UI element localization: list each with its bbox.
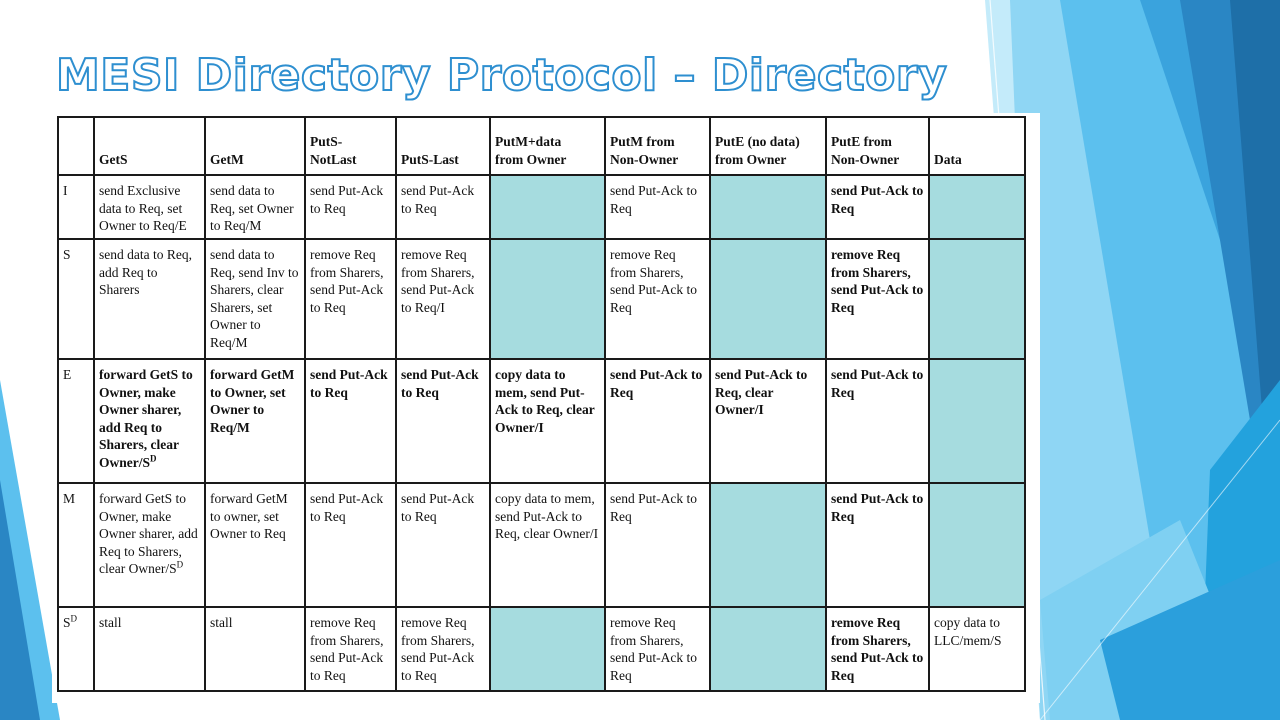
table-cell-shaded (929, 359, 1025, 483)
table-cell: send Put-Ack to Req (305, 483, 396, 607)
table-panel (52, 113, 1040, 703)
table-row (58, 483, 1025, 607)
table-cell: forward GetS to Owner, make Owner sharer, add Req to Sharers, clear Owner/$S^D$ (94, 483, 205, 607)
header-corner (58, 117, 94, 175)
table-cell: send Put-Ack to Req (396, 359, 490, 483)
table-row (58, 607, 1025, 691)
table-cell: send Put-Ack to Req (305, 175, 396, 239)
table-cell: send Put-Ack to Req, clear Owner/I (710, 359, 826, 483)
table-cell: remove Req from Sharers, send Put-Ack to Req (605, 607, 710, 691)
table-cell: remove Req from Sharers, send Put-Ack to Req (396, 607, 490, 691)
table-cell-shaded (490, 175, 605, 239)
table-cell: send Put-Ack to Req (605, 359, 710, 483)
table-cell: remove Req from Sharers, send Put-Ack to Req (826, 239, 929, 359)
table-cell: remove Req from Sharers, send Put-Ack to Req (826, 607, 929, 691)
state-label: $S^D$ (58, 607, 94, 691)
table-cell: forward GetM to Owner, set Owner to Req/M (205, 359, 305, 483)
column-header: PutE from Non-Owner (826, 117, 929, 175)
table-cell-shaded (929, 483, 1025, 607)
table-cell: forward GetM to owner, set Owner to Req (205, 483, 305, 607)
table-cell: send Put-Ack to Req (605, 483, 710, 607)
column-header: PutM+data from Owner (490, 117, 605, 175)
state-label: I (58, 175, 94, 239)
table-cell: stall (94, 607, 205, 691)
table-cell-shaded (490, 239, 605, 359)
column-header: GetS (94, 117, 205, 175)
table-cell: remove Req from Sharers, send Put-Ack to Req (305, 607, 396, 691)
table-cell: remove Req from Sharers, send Put-Ack to Req/I (396, 239, 490, 359)
state-label: M (58, 483, 94, 607)
table-cell: copy data to mem, send Put-Ack to Req, clear Owner/I (490, 359, 605, 483)
table-cell: copy data to mem, send Put-Ack to Req, clear Owner/I (490, 483, 605, 607)
table-cell-shaded (710, 175, 826, 239)
table-cell: remove Req from Sharers, send Put-Ack to Req (605, 239, 710, 359)
table-header-row (58, 117, 1025, 175)
table-cell: stall (205, 607, 305, 691)
table-cell: forward GetS to Owner, make Owner sharer, add Req to Sharers, clear Owner/$S^D$ (94, 359, 205, 483)
table-cell-shaded (929, 239, 1025, 359)
column-header: Data (929, 117, 1025, 175)
state-label: E (58, 359, 94, 483)
table-cell: remove Req from Sharers, send Put-Ack to Req (305, 239, 396, 359)
table-cell: send Put-Ack to Req (396, 483, 490, 607)
table-cell: copy data to LLC/mem/S (929, 607, 1025, 691)
table-cell: send Put-Ack to Req (396, 175, 490, 239)
table-row (58, 175, 1025, 239)
table-cell: send Put-Ack to Req (605, 175, 710, 239)
column-header: PutM from Non-Owner (605, 117, 710, 175)
table-row (58, 359, 1025, 483)
column-header: PutS- NotLast (305, 117, 396, 175)
table-cell: send data to Req, set Owner to Req/M (205, 175, 305, 239)
mesi-directory-table (57, 116, 1026, 692)
state-label: S (58, 239, 94, 359)
table-cell-shaded (490, 607, 605, 691)
table-cell: send Exclusive data to Req, set Owner to Req/E (94, 175, 205, 239)
table-cell-shaded (710, 607, 826, 691)
column-header: PutE (no data) from Owner (710, 117, 826, 175)
table-cell: send Put-Ack to Req (826, 175, 929, 239)
table-cell: send Put-Ack to Req (305, 359, 396, 483)
column-header: PutS-Last (396, 117, 490, 175)
table-cell-shaded (710, 239, 826, 359)
table-cell: send data to Req, add Req to Sharers (94, 239, 205, 359)
table-row (58, 239, 1025, 359)
table-cell: send Put-Ack to Req (826, 483, 929, 607)
table-cell-shaded (710, 483, 826, 607)
table-cell: send Put-Ack to Req (826, 359, 929, 483)
slide-title: MESI Directory Protocol – Directory (56, 50, 948, 101)
table-cell: send data to Req, send Inv to Sharers, clear Sharers, set Owner to Req/M (205, 239, 305, 359)
column-header: GetM (205, 117, 305, 175)
table-cell-shaded (929, 175, 1025, 239)
